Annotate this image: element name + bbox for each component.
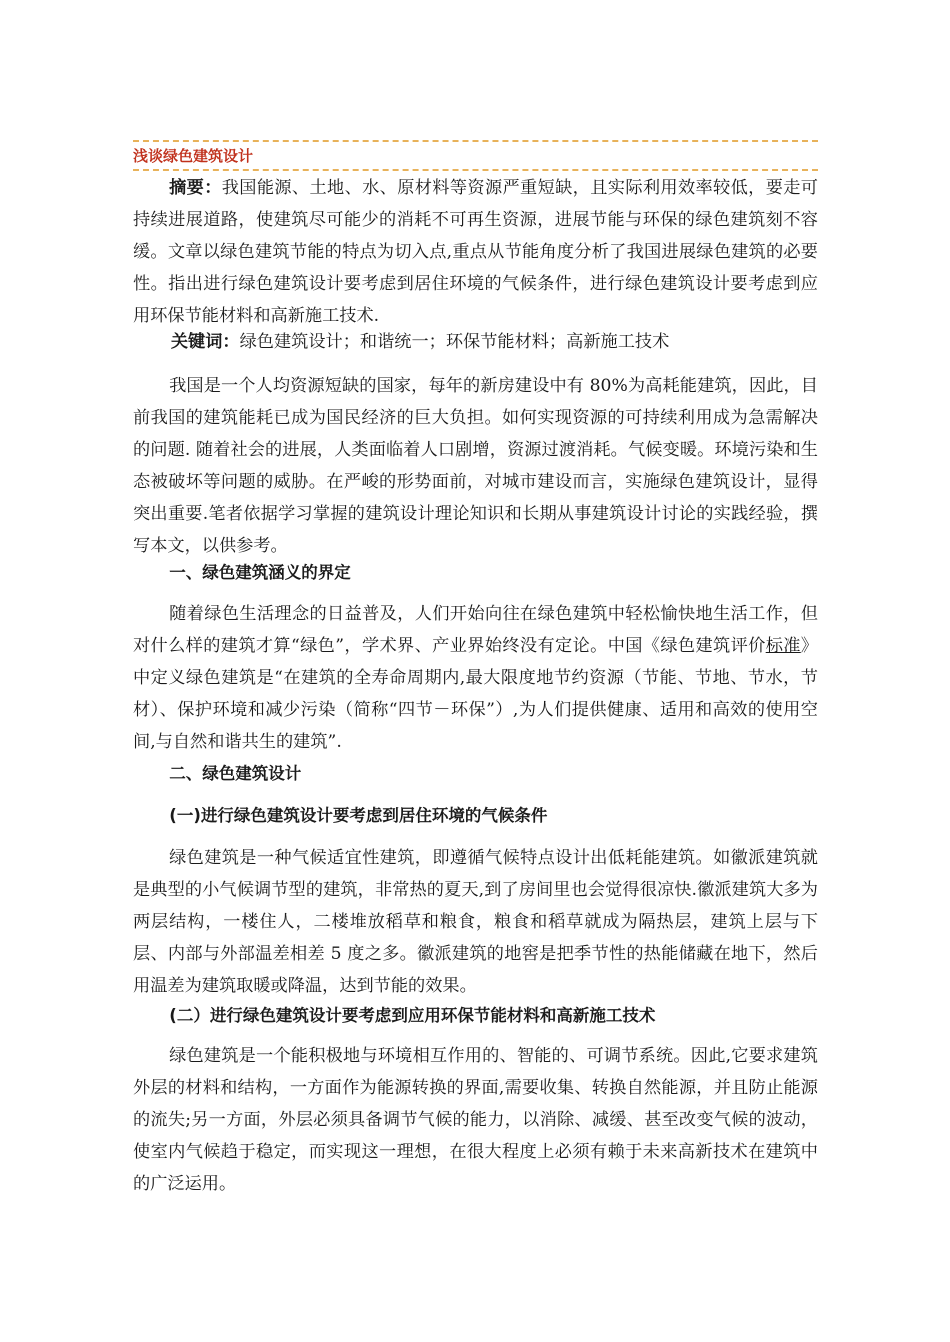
abstract-text: 我国能源、土地、水、原材料等资源严重短缺，且实际利用效率较低，要走可持续进展道路，使建筑尽可能少的消耗不可再生资源，进展节能与环保的绿色建筑刻不容缓。文章以绿色建筑节能的特点为切入点,重点从节能角度分析了我国进展绿色建筑的必要性。指出进行绿色建筑设计要考虑到居住环境的气候条件，进行绿色建筑设计要考虑到应用环保节能材料和高新施工技术. <box>133 178 818 326</box>
standard-link-text: 标准 <box>765 636 801 656</box>
subsection2-paragraph: 绿色建筑是一个能积极地与环境相互作用的、智能的、可调节系统。因此,它要求建筑外层的材料和结构，一方面作为能源转换的界面,需要收集、转换自然能源，并且防止能源的流失;另一方面，外层必须具备调节气候的能力，以消除、减缓、甚至改变气候的波动，使室内气候趋于稳定，而实现这一理想，在很大程度上必须有赖于未来高新技术在建筑中的广泛运用。 <box>133 1046 818 1194</box>
section1-paragraph <box>133 598 818 758</box>
section1-text-after: 》中定义绿色建筑是“在建筑的全寿命周期内,最大限度地节约资源（节能、节地、节水，节材）、保护环境和减少污染（简称“四节－环保”）,为人们提供健康、适用和高效的使用空间,与自然和谐共生的建筑”. <box>133 636 818 752</box>
keywords-paragraph <box>133 326 818 358</box>
abstract-paragraph <box>133 172 818 332</box>
title-divider-bottom <box>133 169 818 171</box>
abstract-label: 摘要： <box>169 178 222 198</box>
subsection1-heading: (一)进行绿色建筑设计要考虑到居住环境的气候条件 <box>169 806 548 825</box>
title-divider-top <box>133 140 818 142</box>
keywords-text: 绿色建筑设计；和谐统一；环保节能材料；高新施工技术 <box>239 332 670 352</box>
section1-heading: 一、绿色建筑涵义的界定 <box>169 563 351 582</box>
keywords-label: 关键词： <box>170 332 240 352</box>
document-title: 浅谈绿色建筑设计 <box>133 147 254 165</box>
subsection2-heading: (二）进行绿色建筑设计要考虑到应用环保节能材料和高新施工技术 <box>169 1006 656 1025</box>
section1-text-before: 随着绿色生活理念的日益普及，人们开始向往在绿色建筑中轻松愉快地生活工作，但对什么样的建筑才算“绿色”，学术界、产业界始终没有定论。中国《绿色建筑评价 <box>133 604 818 656</box>
section2-heading: 二、绿色建筑设计 <box>169 764 302 783</box>
subsection1-paragraph: 绿色建筑是一种气候适宜性建筑，即遵循气候特点设计出低耗能建筑。如徽派建筑就是典型的小气候调节型的建筑，非常热的夏天,到了房间里也会觉得很凉快.徽派建筑大多为两层结构，一楼住人，二楼堆放稻草和粮食，粮食和稻草就成为隔热层，建筑上层与下层、内部与外部温差相差 5 度之多。徽派建筑的地窖是把季节性的热能储藏在地下，然后用温差为建筑取暖或降温，达到节能的效果。 <box>133 848 818 996</box>
intro-paragraph: 我国是一个人均资源短缺的国家，每年的新房建设中有 80%为高耗能建筑，因此，目前我国的建筑能耗已成为国民经济的巨大负担。如何实现资源的可持续利用成为急需解决的问题. 随着社会的进展，人类面临着人口剧增，资源过渡消耗。气候变暖。环境污染和生态被破坏等问题的威胁。在严峻的形势面前，对城市建设而言，实施绿色建筑设计，显得突出重要.笔者依据学习掌握的建筑设计理论知识和长期从事建筑设计讨论的实践经验，撰写本文，以供参考。 <box>133 376 818 556</box>
